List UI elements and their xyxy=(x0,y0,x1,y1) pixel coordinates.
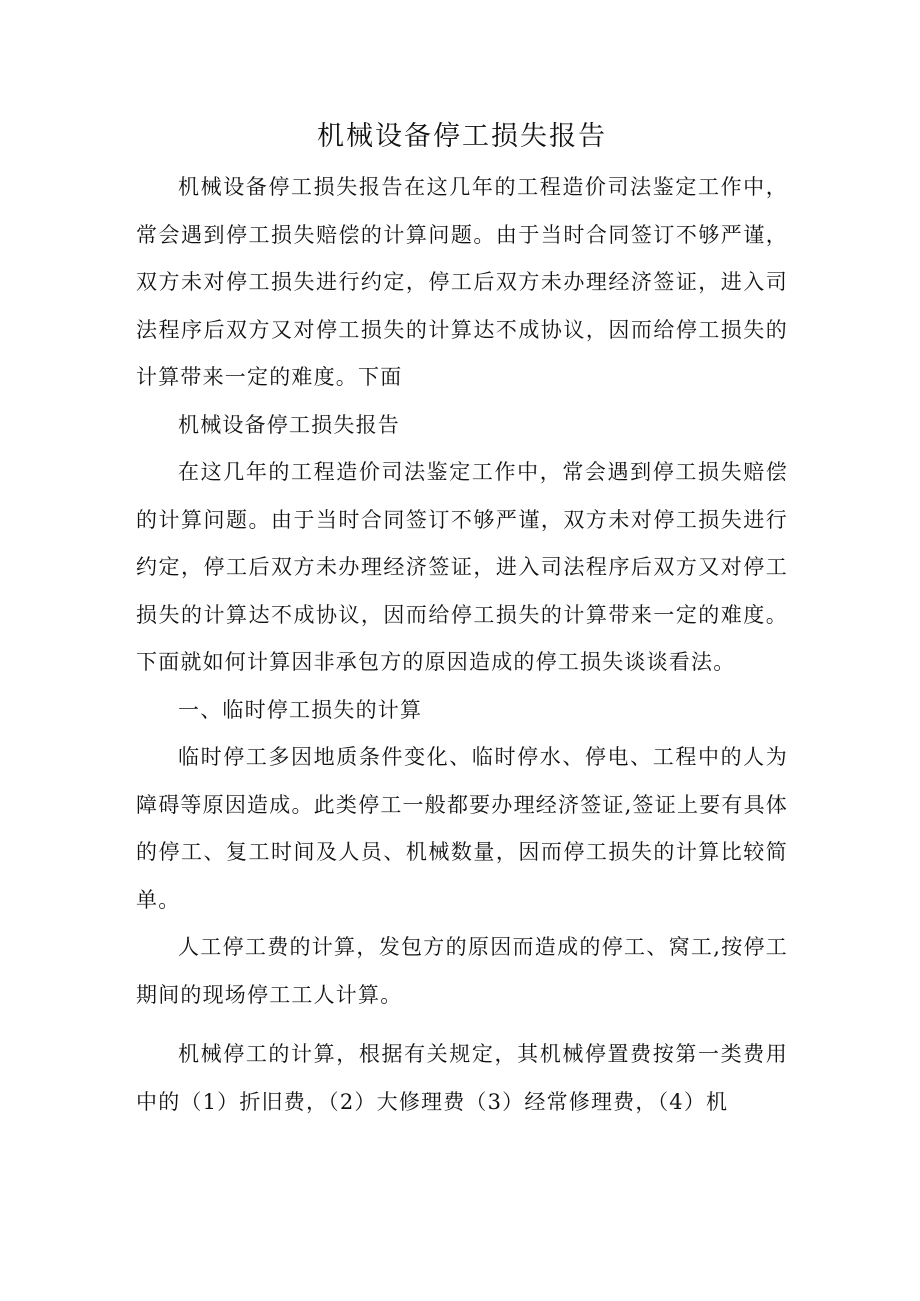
section-heading-temporary-stoppage: 一、临时停工损失的计算 xyxy=(178,697,423,722)
paragraph-machine-cost: 机械停工的计算，根据有关规定，其机械停置费按第一类费用中的（1）折旧费，（2）大修理费（3）经常修理费，（4）机 xyxy=(136,1042,788,1114)
paragraph-background: 在这几年的工程造价司法鉴定工作中，常会遇到停工损失赔偿的计算问题。由于当时合同签订不够严谨，双方未对停工损失进行约定，停工后双方未办理经济签证，进入司法程序后双方又对停工损失的计算达不成协议，因而给停工损失的计算带来一定的难度。下面就如何计算因非承包方的原因造成的停工损失谈谈看法。 xyxy=(136,460,788,674)
paragraph-intro: 机械设备停工损失报告在这几年的工程造价司法鉴定工作中，常会遇到停工损失赔偿的计算问题。由于当时合同签订不够严谨，双方未对停工损失进行约定，停工后双方未办理经济签证，进入司法程序后双方又对停工损失的计算达不成协议，因而给停工损失的计算带来一定的难度。下面 xyxy=(136,175,788,389)
paragraph-temporary-stoppage: 临时停工多因地质条件变化、临时停水、停电、工程中的人为障碍等原因造成。此类停工一般都要办理经济签证,签证上要有具体的停工、复工时间及人员、机械数量，因而停工损失的计算比较简单。 xyxy=(136,745,788,912)
paragraph-labor-cost: 人工停工费的计算，发包方的原因而造成的停工、窝工,按停工期间的现场停工工人计算。 xyxy=(136,935,788,1007)
document-body xyxy=(136,112,788,1126)
document-title: 机械设备停工损失报告 xyxy=(317,121,607,152)
paragraph-subtitle: 机械设备停工损失报告 xyxy=(178,412,400,437)
